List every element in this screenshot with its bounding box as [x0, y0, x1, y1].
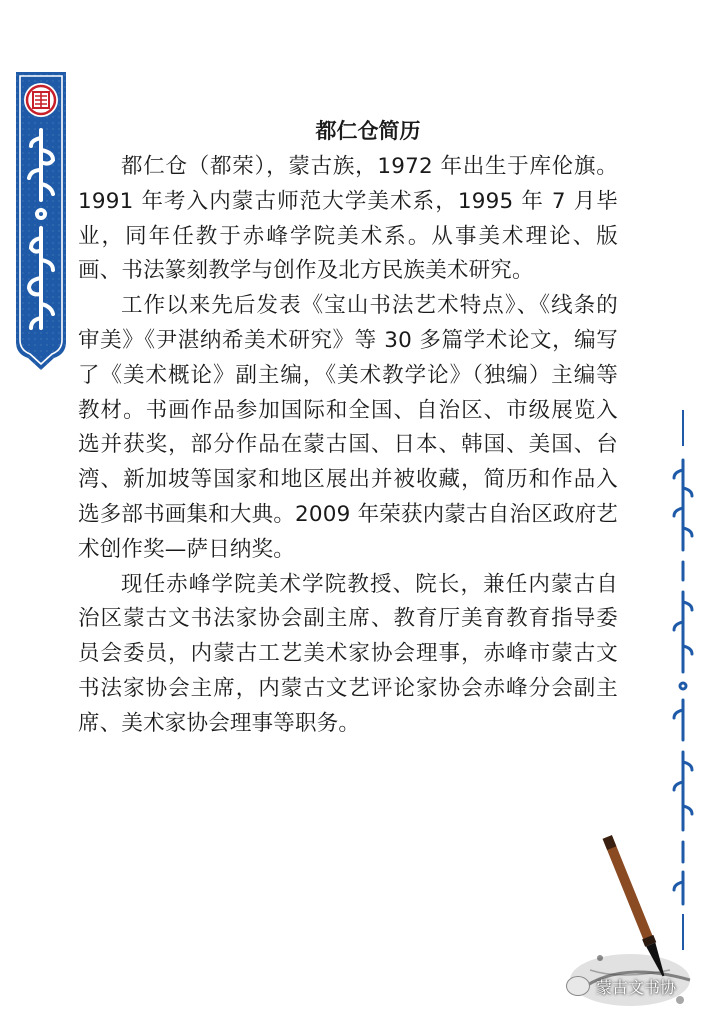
- seal-emblem-icon: [24, 83, 58, 117]
- watermark-label: 蒙古文书协: [596, 977, 677, 997]
- left-banner: [14, 72, 68, 370]
- watermark: [566, 972, 676, 1000]
- wechat-logo-icon: [566, 976, 590, 996]
- document-title: 都仁仓简历: [315, 119, 421, 143]
- document-body: [78, 112, 618, 742]
- paragraph-positions: 现任赤峰学院美术学院教授、院长，兼任内蒙古自治区蒙古文书法家协会副主席、教育厅美育教育指导委员会委员，内蒙古工艺美术家协会理事，赤峰市蒙古文书法家协会主席，内蒙古文艺评论家协会赤峰分会副主席、美术家协会理事等职务。: [78, 571, 618, 736]
- paragraph-works: 工作以来先后发表《宝山书法艺术特点》、《线条的审美》《尹湛纳希美术研究》等 30 多篇学术论文，编写了《美术概论》副主编，《美术教学论》（独编）主编等教材。书画作品参加国际和全国、自治区、市级展览入选并获奖，部分作品在蒙古国、日本、韩国、美国、台湾、新加坡等国家和地区展出并被收藏，简历和作品入选多部书画集和大典。2009 年荣获内蒙古自治区政府艺术创作奖—萨日纳奖。: [78, 293, 618, 562]
- paragraph-intro: 都仁仓（都荣），蒙古族，1972 年出生于库伦旗。1991 年考入内蒙古师范大学美术系，1995 年 7 月毕业，同年任教于赤峰学院美术系。从事美术理论、版画、书法篆刻教学与创作及北方民族美术研究。: [78, 154, 618, 284]
